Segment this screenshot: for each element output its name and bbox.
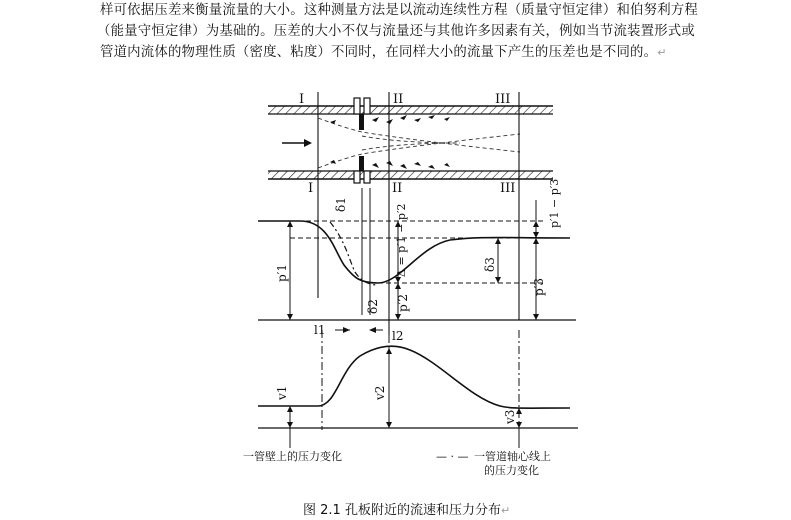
label-delta1: δ1 <box>334 197 348 212</box>
pipe-wall-top <box>268 106 553 114</box>
wall-pressure-curve <box>258 221 570 283</box>
label-v3: v3 <box>503 409 517 424</box>
vortex-marks <box>330 115 450 169</box>
label-v1: v1 <box>275 385 289 400</box>
legend-axis-pressure-line2: 的压力变化 <box>484 464 539 477</box>
legend-axis-pressure-line1: 一管道轴心线上 <box>474 450 551 463</box>
pipe <box>268 98 553 183</box>
label-delta-p-equation: Δ = p′1 − p′2 <box>395 203 408 277</box>
label-p3-prime: p′3 <box>532 277 546 296</box>
label-p1-prime: p′1 <box>275 263 289 282</box>
caption-text: 图 2.1 孔板附近的流速和压力分布 <box>303 503 501 518</box>
section-label-II-mid: II <box>392 181 403 196</box>
label-delta2: δ2 <box>366 299 380 314</box>
pressure-plot <box>258 188 576 320</box>
paragraph-line-2: （能量守恒定律）为基础的。压差的大小不仅与流量还与其他许多因素有关，例如当节流装置形式或 <box>97 24 695 39</box>
label-delta3: δ3 <box>483 257 497 272</box>
section-label-III-mid: III <box>500 181 516 196</box>
legend-wall-pressure: 一管壁上的压力变化 <box>243 450 342 463</box>
paragraph-end-mark: ↵ <box>657 46 667 59</box>
orifice-plate-top <box>359 114 364 130</box>
orifice-plate-bottom <box>359 156 364 171</box>
label-v2: v2 <box>373 385 387 400</box>
pipe-wall-bottom <box>268 171 553 179</box>
label-l2: l2 <box>392 329 404 343</box>
legend-dash-symbol: — · — <box>436 450 469 463</box>
caption-end-mark: ↵ <box>500 504 511 517</box>
pressure-tap-upstream <box>354 98 360 114</box>
figure-caption <box>303 499 510 518</box>
section-label-I-top: I <box>299 92 305 107</box>
jet-streamlines <box>318 118 520 168</box>
pressure-tap-downstream <box>364 98 370 114</box>
paragraph-line-1: 样可依据压差来衡量流量的大小。这种测量方法是以流动连续性方程（质量守恒定律）和伯努利方程 <box>100 3 698 18</box>
label-p1-minus-p3: p′1 − p′3 <box>548 178 561 228</box>
section-label-I-mid: I <box>308 181 314 196</box>
velocity-curve <box>258 346 570 408</box>
velocity-plot <box>258 346 578 428</box>
section-label-III-top: III <box>495 92 511 107</box>
paragraph-line-3: 管道内流体的物理性质（密度、粘度）不同时，在同样大小的流量下产生的压差也是不同的。↵ <box>100 45 667 60</box>
label-p2-prime: p′2 <box>396 293 410 312</box>
label-l1: l1 <box>314 323 326 337</box>
section-label-II-top: II <box>393 92 404 107</box>
